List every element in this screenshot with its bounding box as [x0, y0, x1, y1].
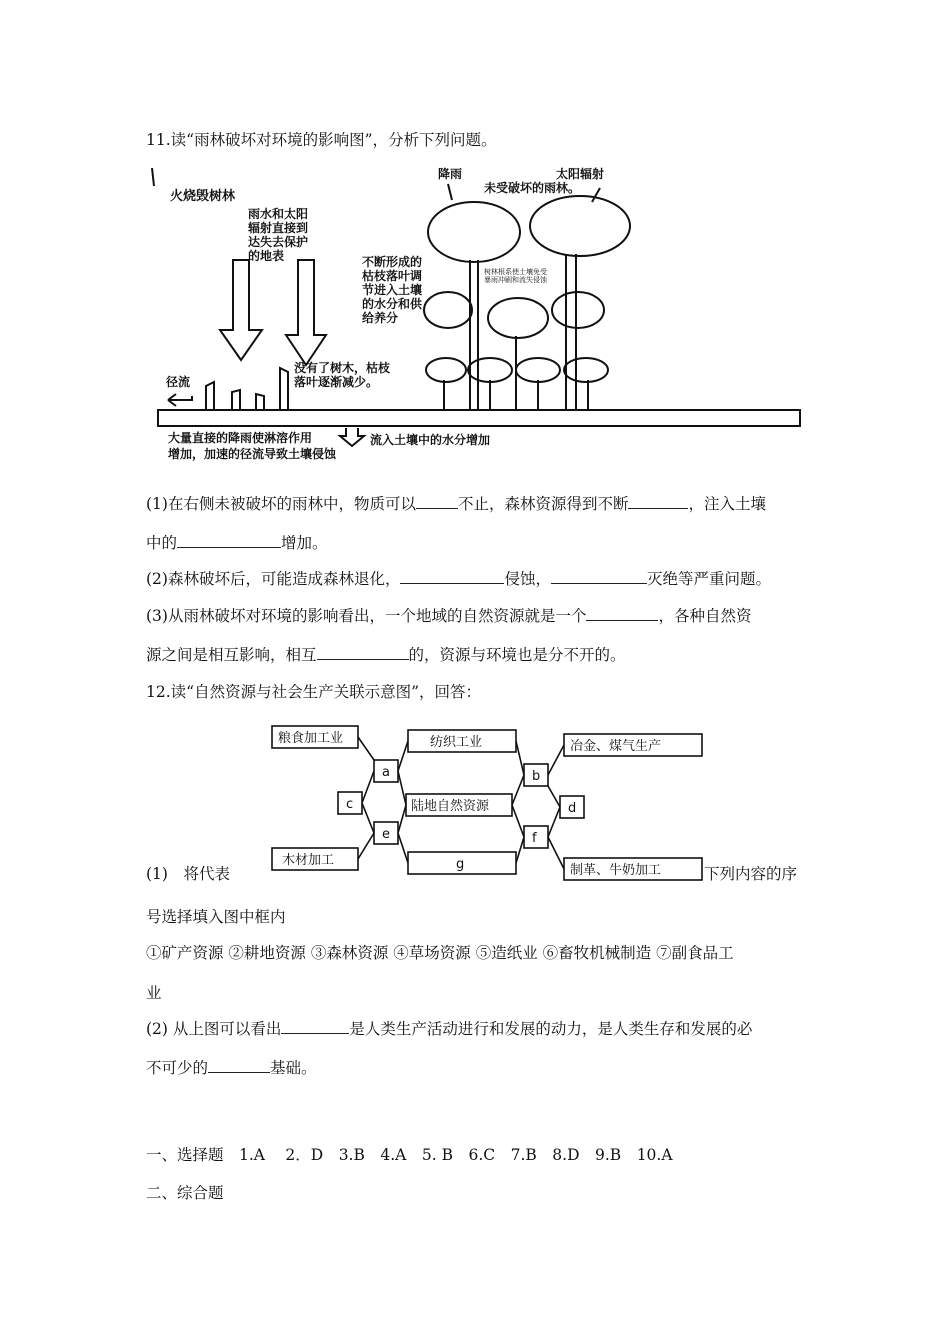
rainforest-destruction-figure — [148, 160, 810, 466]
q12-title: 12.读“自然资源与社会生产关联示意图”，回答： — [146, 683, 481, 701]
rainforest-trees-icon — [424, 196, 630, 410]
svg-text:粮食加工业: 粮食加工业 — [278, 731, 344, 746]
q12-part2-line1: (2) 从上图可以看出 是人类生产活动进行和发展的动力，是人类生存和发展的必 — [146, 1017, 752, 1039]
svg-text:a: a — [382, 765, 390, 780]
svg-text:给养分: 给养分 — [362, 311, 399, 325]
answer-blank[interactable] — [281, 1017, 349, 1034]
svg-text:辐射直接到: 辐射直接到 — [248, 221, 309, 235]
q12-options-cont: 业 — [146, 984, 162, 1002]
svg-text:冶金、煤气生产: 冶金、煤气生产 — [570, 739, 662, 754]
svg-text:木材加工: 木材加工 — [282, 853, 335, 868]
answer-blank[interactable] — [416, 492, 458, 509]
svg-text:太阳辐射: 太阳辐射 — [556, 167, 605, 181]
svg-text:流入土壤中的水分增加: 流入土壤中的水分增加 — [370, 433, 491, 447]
burn-label: 火烧毁树林 — [170, 189, 236, 204]
svg-text:雨水和太阳: 雨水和太阳 — [248, 207, 309, 221]
svg-text:未受破坏的雨林。: 未受破坏的雨林。 — [484, 181, 581, 195]
svg-text:没有了树木，枯枝: 没有了树木，枯枝 — [294, 361, 391, 375]
answer-blank[interactable] — [177, 531, 281, 548]
rain-arrow-icon — [220, 260, 326, 365]
svg-text:b: b — [532, 769, 541, 784]
svg-text:暴雨冲刷和流失侵蚀: 暴雨冲刷和流失侵蚀 — [484, 276, 547, 284]
svg-text:增加，加速的径流导致土壤侵蚀: 增加，加速的径流导致土壤侵蚀 — [168, 447, 337, 461]
answers-choice: 一、选择题 1.A 2．D 3.B 4.A 5. B 6.C 7.B 8.D 9.B 10.A — [146, 1146, 673, 1164]
answer-blank[interactable] — [400, 567, 504, 584]
q12-part1-line2: 号选择填入图中框内 — [146, 908, 286, 926]
answers-composite: 二、综合题 — [146, 1184, 224, 1202]
svg-text:d: d — [568, 801, 577, 816]
svg-text:陆地自然资源: 陆地自然资源 — [411, 799, 490, 814]
q11-part1-line2: 中的 增加。 — [146, 531, 328, 553]
svg-text:大量直接的降雨使淋溶作用: 大量直接的降雨使淋溶作用 — [168, 431, 313, 445]
svg-text:f: f — [532, 831, 537, 846]
answer-blank[interactable] — [317, 643, 409, 660]
svg-text:g: g — [456, 857, 465, 872]
answer-blank[interactable] — [586, 604, 658, 621]
resource-production-diagram — [268, 720, 710, 890]
q11-title: 11.读“雨林破坏对环境的影响图”，分析下列问题。 — [146, 131, 497, 149]
svg-text:径流: 径流 — [166, 375, 191, 389]
svg-text:c: c — [346, 797, 354, 812]
svg-text:e: e — [382, 827, 390, 842]
svg-text:降雨: 降雨 — [438, 167, 463, 181]
svg-text:节进入土壤: 节进入土壤 — [362, 283, 423, 297]
svg-text:树林根系使土壤免受: 树林根系使土壤免受 — [484, 268, 547, 276]
q11-part2: (2)森林破坏后，可能造成森林退化， 侵蚀， 灭绝等严重问题。 — [146, 567, 771, 589]
q12-part1-end: 下列内容的序 — [704, 865, 798, 883]
q11-part3-line2: 源之间是相互影响，相互 的，资源与环境也是分不开的。 — [146, 643, 626, 665]
q11-part3-line1: (3)从雨林破坏对环境的影响看出，一个地域的自然资源就是一个 ，各种自然资 — [146, 604, 751, 626]
answer-blank[interactable] — [551, 567, 647, 584]
svg-text:的水分和供: 的水分和供 — [362, 297, 423, 311]
q12-options: ①矿产资源 ②耕地资源 ③森林资源 ④草场资源 ⑤造纸业 ⑥畜牧机械制造 ⑦副食品工 — [146, 944, 734, 962]
svg-text:达失去保护: 达失去保护 — [248, 235, 309, 249]
q11-part1-line1: (1)在右侧未被破坏的雨林中，物质可以 不止，森林资源得到不断 ，注入土壤 — [146, 492, 766, 514]
stump-icon — [206, 368, 288, 410]
svg-text:纺织工业: 纺织工业 — [430, 735, 483, 750]
q12-part2-line2: 不可少的 基础。 — [146, 1056, 317, 1078]
answer-blank[interactable] — [628, 492, 688, 509]
q12-part1-start: (1) 将代表 — [146, 865, 230, 883]
svg-text:的地表: 的地表 — [248, 249, 285, 263]
svg-text:枯枝落叶调: 枯枝落叶调 — [362, 269, 423, 283]
svg-text:不断形成的: 不断形成的 — [362, 255, 423, 269]
svg-text:制革、牛奶加工: 制革、牛奶加工 — [570, 863, 662, 878]
svg-text:落叶逐渐减少。: 落叶逐渐减少。 — [294, 375, 379, 389]
answer-blank[interactable] — [208, 1056, 270, 1073]
